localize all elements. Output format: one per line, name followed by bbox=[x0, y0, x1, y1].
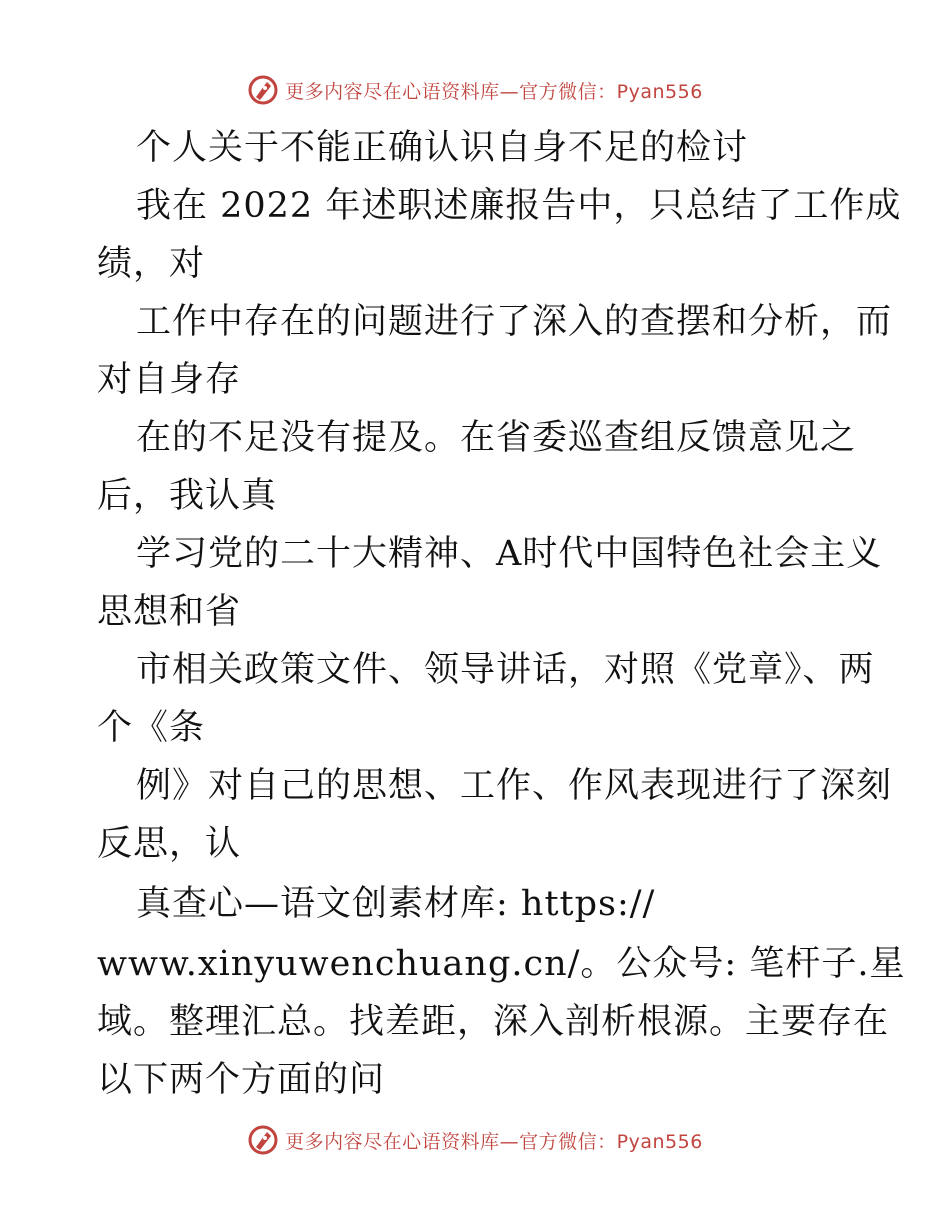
text-line: 以下两个方面的问 bbox=[97, 1060, 386, 1100]
watermark-text: 更多内容尽在心语资料库—官方微信：Pyan556 bbox=[285, 80, 703, 103]
watermark-text: 更多内容尽在心语资料库—官方微信：Pyan556 bbox=[285, 1130, 703, 1153]
text-line: 在的不足没有提及。在省委巡查组反馈意见之 bbox=[136, 418, 857, 458]
text-line: 对自身存 bbox=[97, 360, 242, 400]
pen-nib-logo-icon bbox=[247, 74, 279, 106]
text-line: 真查心—语文创素材库: https:// bbox=[136, 884, 656, 924]
footer-watermark bbox=[0, 1120, 950, 1160]
text-line: 后，我认真 bbox=[97, 476, 278, 516]
text-line: 域。整理汇总。找差距，深入剖析根源。主要存在 bbox=[97, 1002, 890, 1042]
text-line: 绩，对 bbox=[97, 244, 206, 284]
document-title: 个人关于不能正确认识自身不足的检讨 bbox=[136, 128, 749, 168]
text-line: 例》对自己的思想、工作、作风表现进行了深刻 bbox=[136, 766, 893, 806]
text-line: 工作中存在的问题进行了深入的查摆和分析，而 bbox=[136, 302, 893, 342]
text-line: 市相关政策文件、领导讲话，对照《党章》、两 bbox=[136, 650, 875, 690]
text-line: 反思，认 bbox=[97, 824, 242, 864]
text-line: 我在 2022 年述职述廉报告中，只总结了工作成 bbox=[136, 186, 902, 226]
text-line: 个《条 bbox=[97, 708, 206, 748]
text-line: 思想和省 bbox=[97, 592, 242, 632]
pen-nib-logo-icon bbox=[247, 1124, 279, 1156]
text-line: www.xinyuwenchuang.cn/。公众号: 笔杆子.星 bbox=[97, 944, 906, 984]
header-watermark bbox=[0, 70, 950, 110]
text-line: 学习党的二十大精神、A时代中国特色社会主义 bbox=[136, 534, 883, 574]
